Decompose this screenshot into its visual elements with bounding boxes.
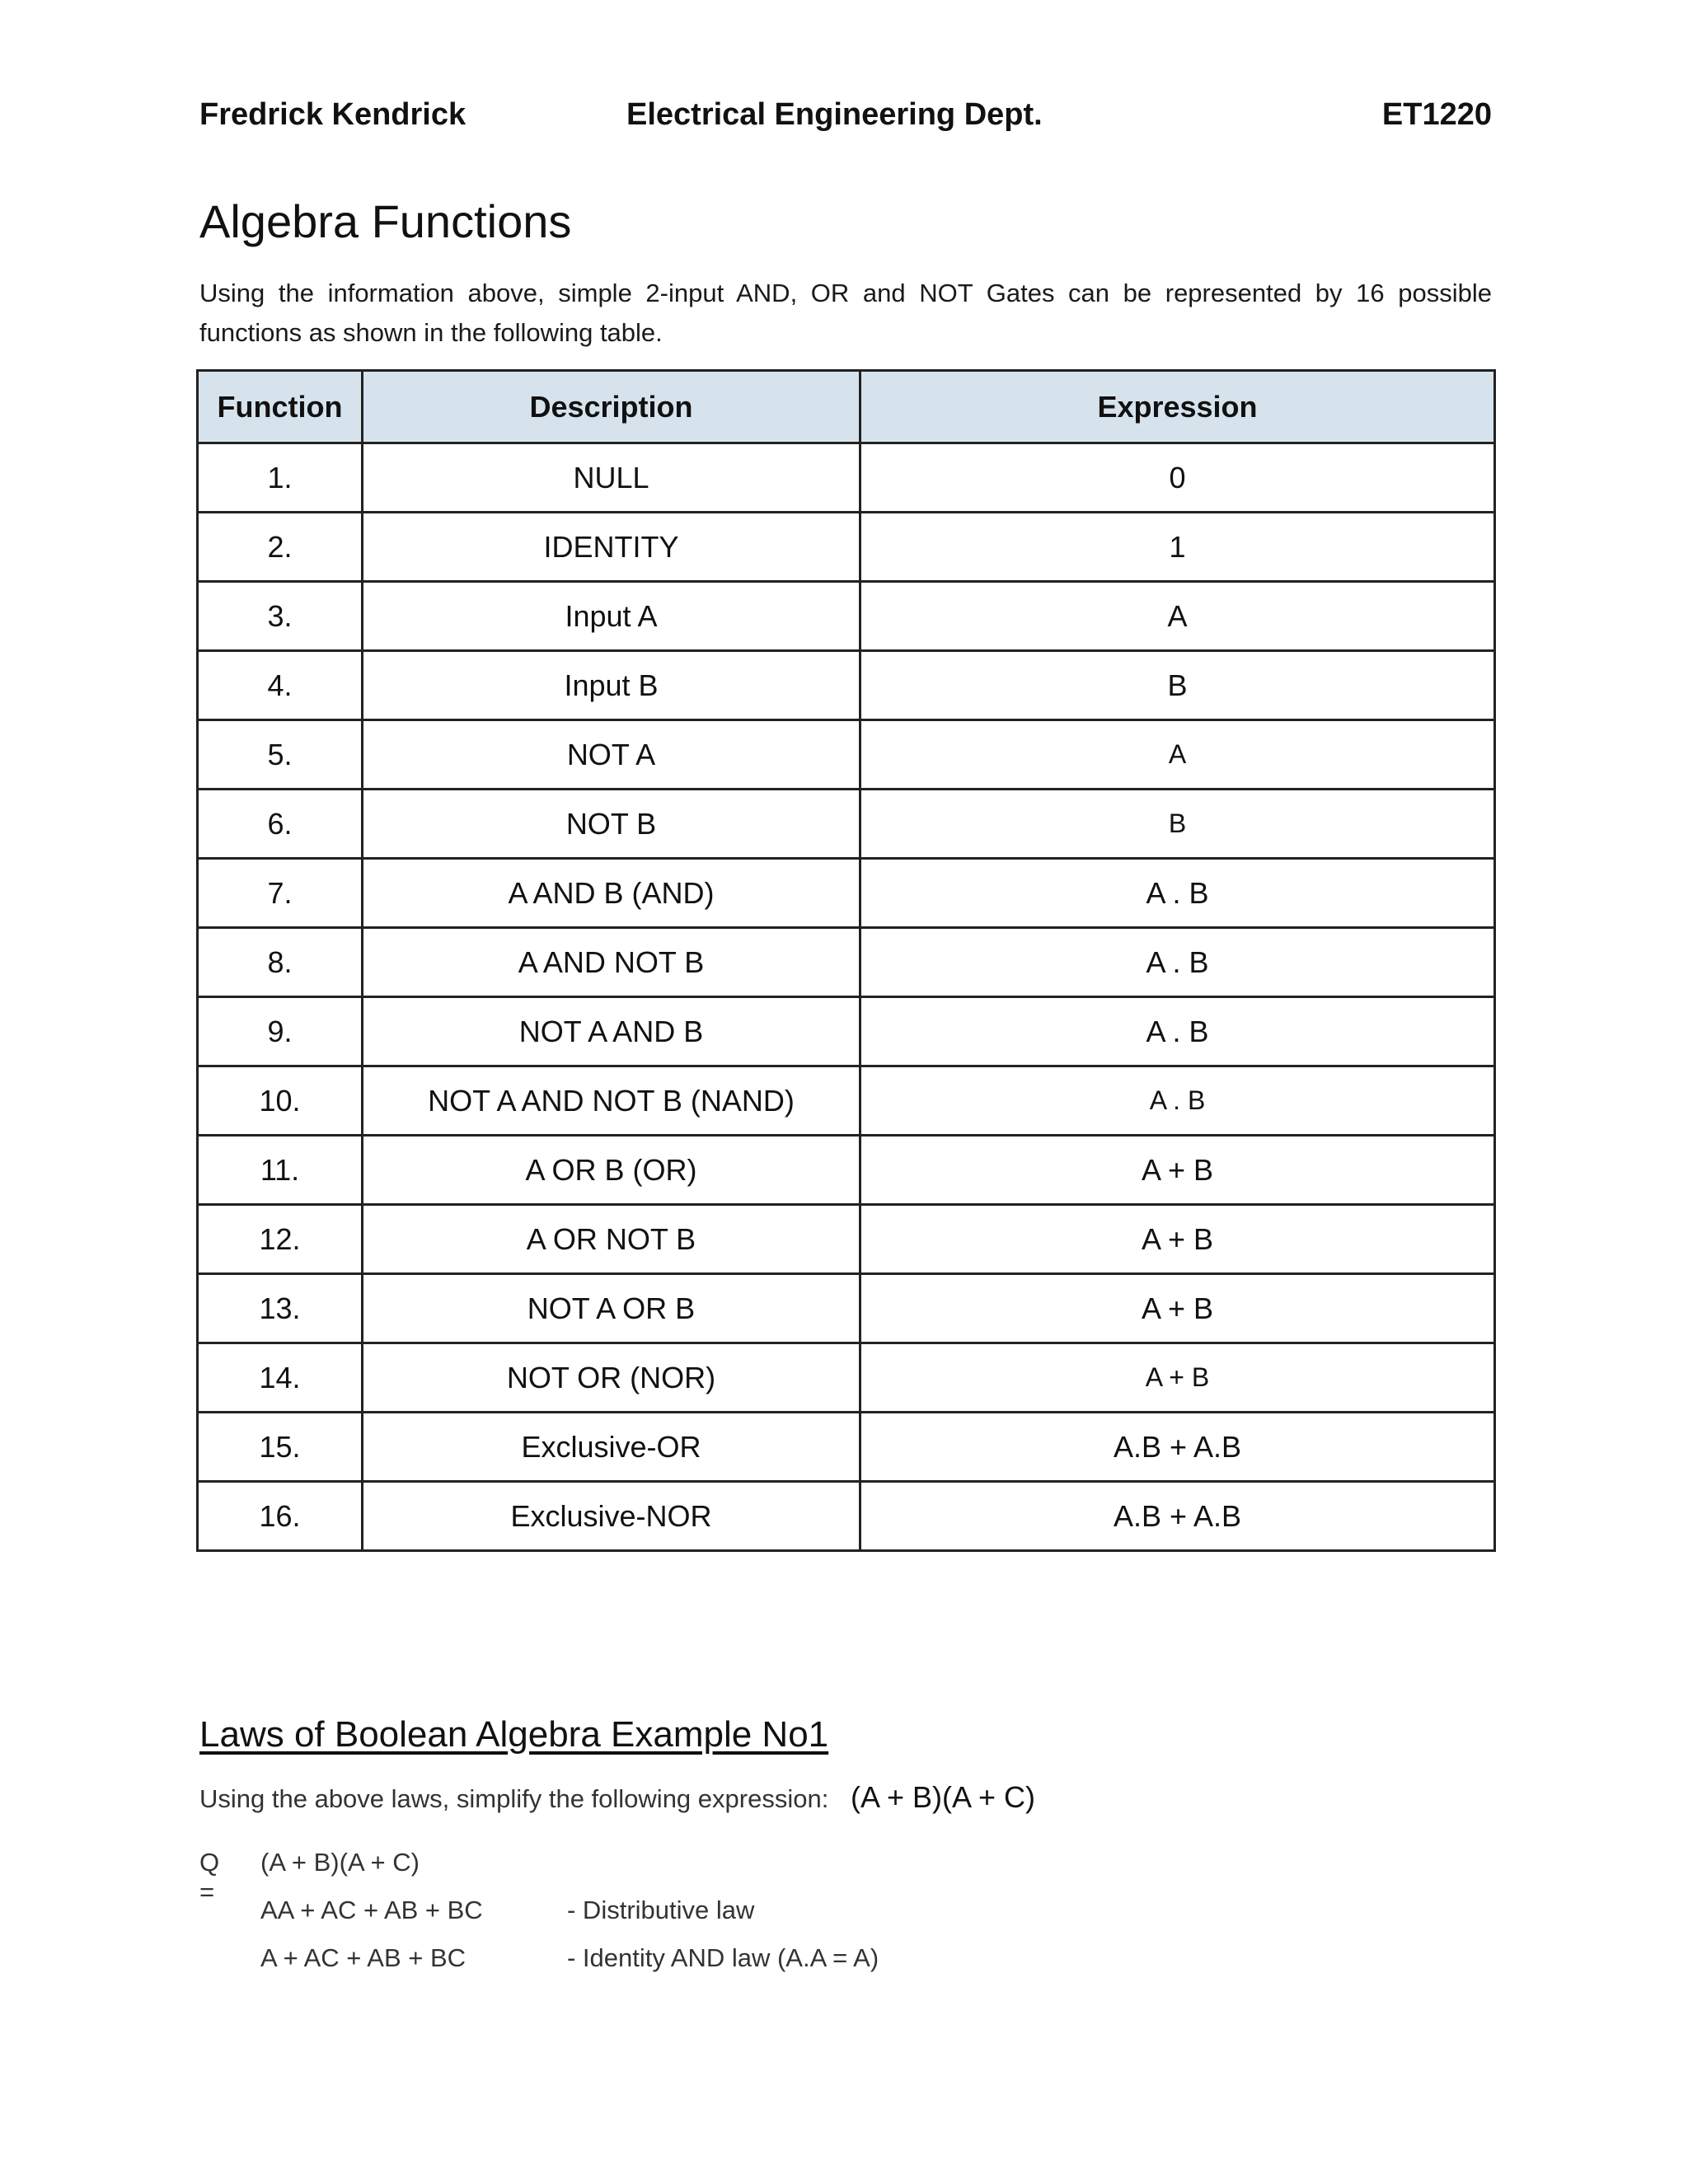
intro-paragraph: Using the information above, simple 2-input AND, OR and NOT Gates can be represented by 16 possible functions as shown in the following table. <box>199 279 1492 347</box>
function-description: Exclusive-NOR <box>363 1482 860 1551</box>
function-expression: A + B <box>860 1205 1495 1274</box>
function-description: NULL <box>363 443 860 513</box>
function-expression: A <box>860 582 1495 651</box>
function-description: NOT A <box>363 720 860 790</box>
function-description: Input B <box>363 651 860 720</box>
department-name: Electrical Engineering Dept. <box>626 97 1043 132</box>
function-number: 2. <box>198 513 363 582</box>
table-row <box>198 1343 1495 1413</box>
function-expression: A . B <box>860 997 1495 1066</box>
function-description: Input A <box>363 582 860 651</box>
function-number: 16. <box>198 1482 363 1551</box>
function-number: 1. <box>198 443 363 513</box>
function-description: IDENTITY <box>363 513 860 582</box>
step-law: - Distributive law <box>567 1896 755 1924</box>
q-label: Q = <box>199 1848 220 1906</box>
function-expression: A <box>860 720 1495 790</box>
function-description: Exclusive-OR <box>363 1413 860 1482</box>
function-description: NOT A OR B <box>363 1274 860 1343</box>
table-row <box>198 443 1495 513</box>
function-number: 13. <box>198 1274 363 1343</box>
function-description: NOT B <box>363 790 860 859</box>
function-expression: A + B <box>860 1136 1495 1205</box>
function-number: 8. <box>198 928 363 997</box>
example-prompt-line <box>199 1780 1035 1815</box>
page-title: Algebra Functions <box>199 195 572 247</box>
function-description: NOT A AND NOT B (NAND) <box>363 1066 860 1136</box>
table-row <box>198 582 1495 651</box>
function-expression: B <box>860 651 1495 720</box>
function-description: NOT A AND B <box>363 997 860 1066</box>
function-description: A AND B (AND) <box>363 859 860 928</box>
function-number: 4. <box>198 651 363 720</box>
table-row <box>198 513 1495 582</box>
function-description: A AND NOT B <box>363 928 860 997</box>
table-row <box>198 1482 1495 1551</box>
function-description: A OR NOT B <box>363 1205 860 1274</box>
table-row <box>198 1066 1495 1136</box>
function-expression: A.B + A.B <box>860 1413 1495 1482</box>
function-number: 5. <box>198 720 363 790</box>
function-number: 11. <box>198 1136 363 1205</box>
function-expression: A . B <box>860 928 1495 997</box>
course-code: ET1220 <box>1381 97 1492 132</box>
function-expression: A + B <box>860 1274 1495 1343</box>
function-expression: A . B <box>860 859 1495 928</box>
table-row <box>198 720 1495 790</box>
step-law: - Identity AND law (A.A = A) <box>567 1943 879 1972</box>
table-row <box>198 997 1495 1066</box>
column-header-expression: Expression <box>860 371 1495 443</box>
function-expression: B <box>860 790 1495 859</box>
step-expression: AA + AC + AB + BC <box>260 1896 483 1924</box>
function-number: 6. <box>198 790 363 859</box>
example-expression: (A + B)(A + C) <box>850 1780 1036 1814</box>
function-number: 15. <box>198 1413 363 1482</box>
page-header <box>199 97 1492 138</box>
function-number: 9. <box>198 997 363 1066</box>
column-header-function: Function <box>198 371 363 443</box>
column-header-description: Description <box>363 371 860 443</box>
table-row <box>198 1136 1495 1205</box>
table-row <box>198 1274 1495 1343</box>
example-prompt: Using the above laws, simplify the following expression: <box>199 1784 829 1813</box>
function-expression: A.B + A.B <box>860 1482 1495 1551</box>
function-number: 12. <box>198 1205 363 1274</box>
function-description: A OR B (OR) <box>363 1136 860 1205</box>
function-number: 14. <box>198 1343 363 1413</box>
table-row <box>198 1413 1495 1482</box>
functions-table <box>196 369 1496 1552</box>
table-row <box>198 1205 1495 1274</box>
function-expression: 1 <box>860 513 1495 582</box>
table-row <box>198 651 1495 720</box>
function-description: NOT OR (NOR) <box>363 1343 860 1413</box>
function-expression: A . B <box>860 1066 1495 1136</box>
function-number: 7. <box>198 859 363 928</box>
table-row <box>198 790 1495 859</box>
table-row <box>198 928 1495 997</box>
q-expression: (A + B)(A + C) <box>260 1848 420 1877</box>
function-expression: A + B <box>860 1343 1495 1413</box>
author-name: Fredrick Kendrick <box>199 97 467 132</box>
table-header-row <box>198 371 1495 443</box>
table-row <box>198 859 1495 928</box>
example-title: Laws of Boolean Algebra Example No1 <box>199 1714 829 1755</box>
function-number: 3. <box>198 582 363 651</box>
function-number: 10. <box>198 1066 363 1136</box>
function-expression: 0 <box>860 443 1495 513</box>
step-expression: A + AC + AB + BC <box>260 1943 467 1972</box>
